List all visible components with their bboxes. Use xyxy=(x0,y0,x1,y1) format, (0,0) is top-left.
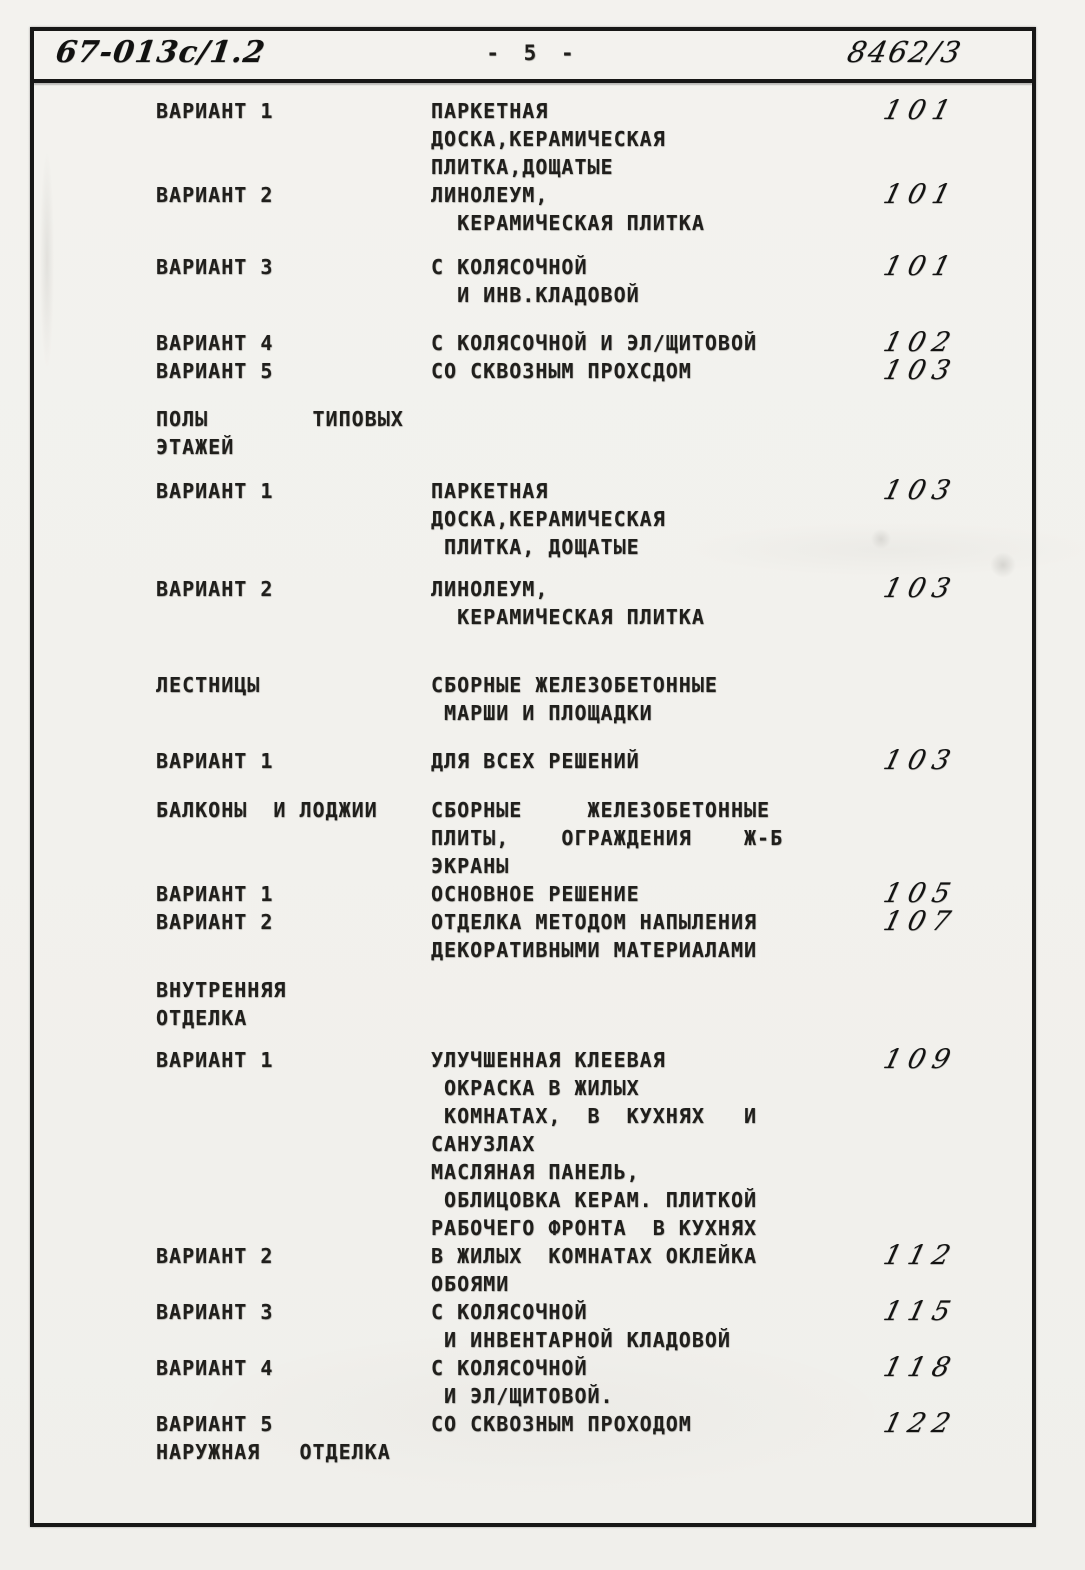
entry-desc xyxy=(431,908,884,964)
text-line: ПЛИТКА,ДОЩАТЫЕ xyxy=(431,155,614,179)
text-line: ДЕКОРАТИВНЫМИ МАТЕРИАЛАМИ xyxy=(431,938,758,962)
entry-page-number: 103 xyxy=(880,573,961,604)
sheet-code: 8462/3 xyxy=(844,35,966,69)
toc-entry xyxy=(156,405,1006,461)
toc-entry xyxy=(156,880,1006,908)
entry-desc xyxy=(431,357,884,385)
header-row xyxy=(34,31,1032,83)
entry-desc xyxy=(431,97,884,181)
text-line: И ИНВ.КЛАДОВОЙ xyxy=(431,283,640,307)
text-line: С КОЛЯСОЧНОЙ xyxy=(431,255,588,279)
text-line: ВАРИАНТ 2 xyxy=(156,1244,274,1268)
entry-label xyxy=(156,880,431,908)
entry-desc xyxy=(431,181,884,237)
entry-desc xyxy=(431,253,884,309)
text-line: ВАРИАНТ 2 xyxy=(156,577,274,601)
entry-page-number: 105 xyxy=(880,878,961,909)
text-line: САНУЗЛАХ xyxy=(431,1132,536,1156)
text-line: ВАРИАНТ 5 xyxy=(156,359,274,383)
toc-entry xyxy=(156,1410,1006,1438)
text-line: ВАРИАНТ 1 xyxy=(156,1048,274,1072)
entry-page-number: 103 xyxy=(880,475,961,506)
entry-desc xyxy=(431,477,884,561)
entry-page-number: 101 xyxy=(880,179,961,210)
entry-desc xyxy=(431,671,884,727)
entry-label xyxy=(156,908,431,936)
entry-label xyxy=(156,477,431,505)
text-line: ВНУТРЕННЯЯ xyxy=(156,978,287,1002)
entry-page-number: 112 xyxy=(880,1240,961,1271)
text-line: ОТДЕЛКА МЕТОДОМ НАПЫЛЕНИЯ xyxy=(431,910,758,934)
text-line: ВАРИАНТ 4 xyxy=(156,1356,274,1380)
text-line: ПЛИТЫ, ОГРАЖДЕНИЯ Ж-Б xyxy=(431,826,784,850)
text-line: ОБОЯМИ xyxy=(431,1272,510,1296)
entry-desc xyxy=(431,880,884,908)
text-line: ЛИНОЛЕУМ, xyxy=(431,183,549,207)
text-line: ПАРКЕТНАЯ xyxy=(431,99,549,123)
entry-desc xyxy=(431,1242,884,1298)
text-line: НАРУЖНАЯ ОТДЕЛКА xyxy=(156,1440,391,1464)
text-line: ВАРИАНТ 3 xyxy=(156,1300,274,1324)
entry-label xyxy=(156,747,431,775)
toc-entry xyxy=(156,1242,1006,1298)
text-line: В ЖИЛЫХ КОМНАТАХ ОКЛЕЙКА xyxy=(431,1244,758,1268)
entry-page-number: 122 xyxy=(880,1408,961,1439)
text-line: ВАРИАНТ 1 xyxy=(156,882,274,906)
text-line: ВАРИАНТ 4 xyxy=(156,331,274,355)
entry-label xyxy=(156,1298,431,1326)
entry-desc xyxy=(431,1410,884,1438)
entry-desc xyxy=(431,747,884,775)
entry-desc xyxy=(431,1298,884,1354)
entry-label xyxy=(156,181,431,209)
text-line: ОСНОВНОЕ РЕШЕНИЕ xyxy=(431,882,640,906)
text-line: С КОЛЯСОЧНОЙ xyxy=(431,1300,588,1324)
text-line: СБОРНЫЕ ЖЕЛЕЗОБЕТОННЫЕ xyxy=(431,798,771,822)
entry-label xyxy=(156,1438,431,1466)
toc-entry xyxy=(156,97,1006,181)
text-line: ВАРИАНТ 2 xyxy=(156,183,274,207)
text-line: ВАРИАНТ 1 xyxy=(156,99,274,123)
text-line: ДОСКА,КЕРАМИЧЕСКАЯ xyxy=(431,507,666,531)
text-line: УЛУЧШЕННАЯ КЛЕЕВАЯ xyxy=(431,1048,666,1072)
entry-label xyxy=(156,405,431,461)
entry-page-number: 103 xyxy=(880,745,961,776)
text-line: ВАРИАНТ 1 xyxy=(156,479,274,503)
toc-entry xyxy=(156,357,1006,385)
entry-label xyxy=(156,575,431,603)
toc-entry xyxy=(156,976,1006,1032)
text-line: КЕРАМИЧЕСКАЯ ПЛИТКА xyxy=(431,605,705,629)
entry-desc xyxy=(431,575,884,631)
entry-page-number: 101 xyxy=(880,95,961,126)
text-line: СО СКВОЗНЫМ ПРОХОДОМ xyxy=(431,1412,692,1436)
toc-entry xyxy=(156,181,1006,237)
text-line: ДЛЯ ВСЕХ РЕШЕНИЙ xyxy=(431,749,640,773)
text-line: ЛЕСТНИЦЫ xyxy=(156,673,261,697)
page-number: - 5 - xyxy=(486,41,580,65)
entry-label xyxy=(156,357,431,385)
text-line: С КОЛЯСОЧНОЙ xyxy=(431,1356,588,1380)
text-line: СБОРНЫЕ ЖЕЛЕЗОБЕТОННЫЕ xyxy=(431,673,718,697)
text-line: ОБЛИЦОВКА КЕРАМ. ПЛИТКОЙ xyxy=(431,1188,758,1212)
entry-label xyxy=(156,1410,431,1438)
entry-label xyxy=(156,253,431,281)
text-line: МАСЛЯНАЯ ПАНЕЛЬ, xyxy=(431,1160,640,1184)
entry-page-number: 103 xyxy=(880,355,961,386)
text-line: ПАРКЕТНАЯ xyxy=(431,479,549,503)
text-line: КОМНАТАХ, В КУХНЯХ И xyxy=(431,1104,758,1128)
toc-entry xyxy=(156,1046,1006,1242)
toc-entry xyxy=(156,1298,1006,1354)
text-line: ЛИНОЛЕУМ, xyxy=(431,577,549,601)
text-line: СО СКВОЗНЫМ ПРОХСДОМ xyxy=(431,359,692,383)
entry-label xyxy=(156,97,431,125)
entry-page-number: 109 xyxy=(880,1044,961,1075)
entry-page-number: 118 xyxy=(880,1352,961,1383)
text-line: ВАРИАНТ 1 xyxy=(156,749,274,773)
toc-entry xyxy=(156,747,1006,775)
toc-entry xyxy=(156,477,1006,561)
entry-label xyxy=(156,1046,431,1074)
text-line: И ИНВЕНТАРНОЙ КЛАДОВОЙ xyxy=(431,1328,731,1352)
text-line: РАБОЧЕГО ФРОНТА В КУХНЯХ xyxy=(431,1216,758,1240)
entry-page-number: 102 xyxy=(880,327,961,358)
entry-label xyxy=(156,671,431,699)
toc-entry xyxy=(156,253,1006,309)
toc-entry xyxy=(156,329,1006,357)
entry-label xyxy=(156,1242,431,1270)
text-line: МАРШИ И ПЛОЩАДКИ xyxy=(431,701,653,725)
text-line: БАЛКОНЫ И ЛОДЖИИ xyxy=(156,798,378,822)
text-line: ЭТАЖЕЙ xyxy=(156,435,235,459)
entry-label xyxy=(156,976,431,1032)
entry-desc xyxy=(431,1354,884,1410)
entry-label xyxy=(156,1354,431,1382)
text-line: ПЛИТКА, ДОЩАТЫЕ xyxy=(431,535,640,559)
toc-entry xyxy=(156,908,1006,964)
entry-desc xyxy=(431,329,884,357)
entry-page-number: 101 xyxy=(880,251,961,282)
document-code: 67-013c/1.2 xyxy=(53,35,268,70)
text-line: ПОЛЫ ТИПОВЫХ xyxy=(156,407,404,431)
toc-entry xyxy=(156,575,1006,631)
text-line: С КОЛЯСОЧНОЙ И ЭЛ/ЩИТОВОЙ xyxy=(431,331,758,355)
toc-entry xyxy=(156,1354,1006,1410)
toc-entry xyxy=(156,796,1006,880)
toc-entry xyxy=(156,1438,1006,1466)
text-line: ДОСКА,КЕРАМИЧЕСКАЯ xyxy=(431,127,666,151)
entry-page-number: 115 xyxy=(880,1296,961,1327)
toc-entry xyxy=(156,671,1006,727)
entry-label xyxy=(156,329,431,357)
toc xyxy=(34,83,1032,1466)
text-line: ВАРИАНТ 3 xyxy=(156,255,274,279)
text-line: И ЭЛ/ЩИТОВОЙ. xyxy=(431,1384,614,1408)
text-line: ОТДЕЛКА xyxy=(156,1006,248,1030)
entry-page-number: 107 xyxy=(880,906,961,937)
entry-label xyxy=(156,796,431,824)
entry-desc xyxy=(431,796,884,880)
text-line: ЭКРАНЫ xyxy=(431,854,510,878)
text-line: ВАРИАНТ 5 xyxy=(156,1412,274,1436)
page-frame xyxy=(30,27,1036,1527)
text-line: ВАРИАНТ 2 xyxy=(156,910,274,934)
text-line: ОКРАСКА В ЖИЛЫХ xyxy=(431,1076,640,1100)
entry-desc xyxy=(431,1046,884,1242)
text-line: КЕРАМИЧЕСКАЯ ПЛИТКА xyxy=(431,211,705,235)
